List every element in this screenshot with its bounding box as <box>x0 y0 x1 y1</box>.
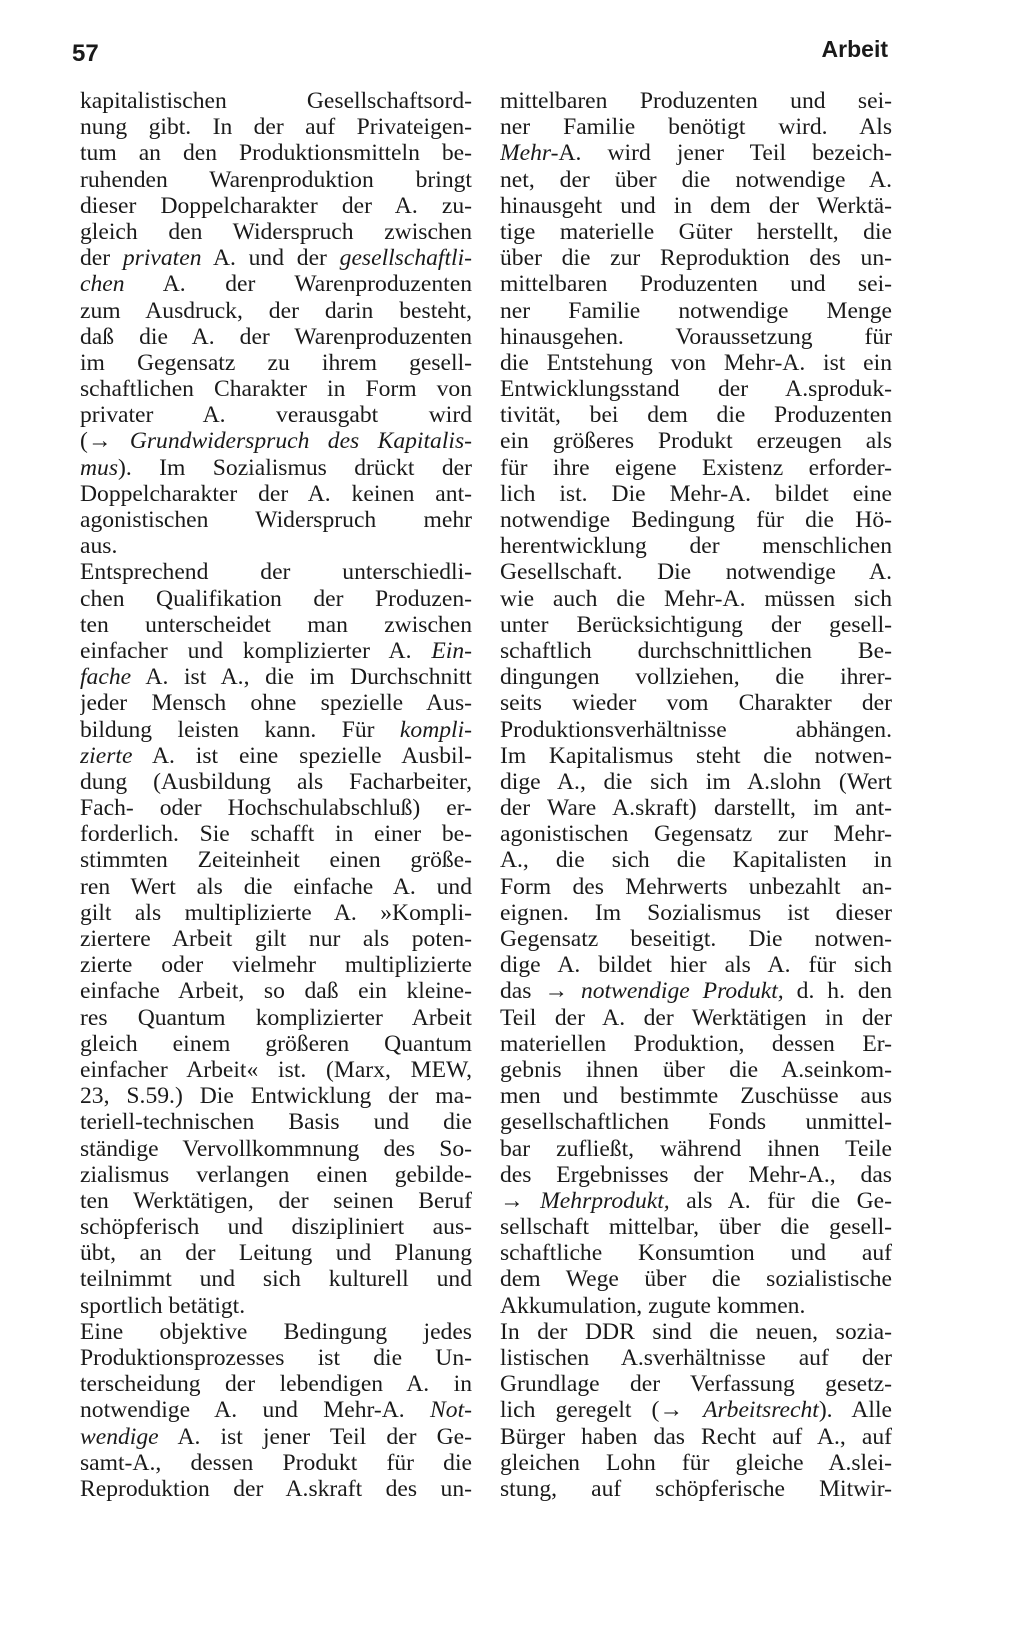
line-text: Entsprechend der unterschiedli- <box>80 559 472 586</box>
text-line <box>80 1031 472 1057</box>
text-line <box>80 88 472 114</box>
text-line <box>80 952 472 978</box>
line-text: d. h. den <box>783 978 892 1005</box>
text-line <box>500 271 892 297</box>
text-line <box>500 1162 892 1188</box>
text-line <box>80 114 472 140</box>
line-text: A. der Warenproduzenten <box>124 271 472 298</box>
text-line <box>500 1188 892 1214</box>
text-line <box>500 612 892 638</box>
line-text: Entwicklungsstand der A.sproduk- <box>500 376 892 403</box>
text-line <box>500 1424 892 1450</box>
line-text: → <box>500 1187 541 1214</box>
text-line <box>500 114 892 140</box>
text-line <box>500 1109 892 1135</box>
running-head: Arbeit <box>821 36 888 62</box>
italic-term: notwendige Produkt, <box>580 978 784 1005</box>
line-text: (→ <box>80 428 130 455</box>
text-line <box>80 193 472 219</box>
italic-term: Not- <box>430 1397 472 1424</box>
italic-term: Ein- <box>431 637 472 664</box>
line-text: bar zufließt, während ihnen Teile <box>500 1135 892 1162</box>
line-text: res Quantum komplizierter Arbeit <box>80 1004 472 1031</box>
line-text: A. ist eine spezielle Ausbil- <box>132 742 472 769</box>
text-line <box>80 1476 472 1502</box>
line-text: Eine objektive Bedingung jedes <box>80 1318 472 1345</box>
line-text: einfacher Arbeit« ist. (Marx, MEW, <box>80 1056 472 1083</box>
italic-term: mus <box>80 454 119 481</box>
line-text: Gegensatz beseitigt. Die notwen- <box>500 926 892 952</box>
text-line <box>80 1057 472 1083</box>
line-text: schöpferisch und diszipliniert aus- <box>80 1214 472 1241</box>
line-text: stimmten Zeiteinheit einen größe- <box>80 847 472 874</box>
line-text: lich geregelt (→ <box>500 1397 704 1424</box>
text-line <box>500 481 892 507</box>
line-text: Gesellschaft. Die notwendige A. <box>500 559 892 586</box>
italic-term: privaten <box>122 245 202 272</box>
line-text: forderlich. Sie schafft in einer be- <box>80 821 472 848</box>
italic-term: wendige <box>80 1423 159 1450</box>
line-text: der <box>80 245 123 272</box>
text-line <box>80 638 472 664</box>
line-text: tivität, bei dem die Produzenten <box>500 402 892 429</box>
line-text: eignen. Im Sozialismus ist dieser <box>500 899 892 926</box>
text-line <box>80 1240 472 1266</box>
line-text: ). Im Sozialismus drückt der <box>118 454 472 481</box>
line-text: agonistischen Widerspruch mehr <box>80 507 472 533</box>
line-text: ziertere Arbeit gilt nur als poten- <box>80 926 472 952</box>
text-line <box>500 1345 892 1371</box>
line-text: dung (Ausbildung als Facharbeiter, <box>80 768 472 795</box>
text-line <box>80 324 472 350</box>
text-line <box>500 1057 892 1083</box>
text-line <box>500 926 892 952</box>
line-text: agonistischen Gegensatz zur Mehr- <box>500 821 892 848</box>
text-line <box>500 1266 892 1292</box>
line-text: tige materielle Güter herstellt, die <box>500 218 892 245</box>
text-line <box>80 690 472 716</box>
line-text: tum an den Produktionsmitteln be- <box>80 140 472 167</box>
line-text: für ihre eigene Existenz erforder- <box>500 454 892 481</box>
line-text: ner Familie notwendige Menge <box>500 297 892 324</box>
text-line <box>80 219 472 245</box>
text-line <box>80 1162 472 1188</box>
text-line <box>500 769 892 795</box>
text-line <box>80 1424 472 1450</box>
line-text: Bürger haben das Recht auf A., auf <box>500 1423 892 1450</box>
line-text: kapitalistischen Gesellschaftsord- <box>80 88 472 114</box>
italic-term: Mehr- <box>500 140 559 167</box>
line-text: die Entstehung von Mehr-A. ist ein <box>500 349 892 376</box>
line-text: unter Berücksichtigung der gesell- <box>500 611 892 638</box>
text-line <box>500 743 892 769</box>
line-text: ein größeres Produkt erzeugen als <box>500 428 892 455</box>
text-line <box>500 847 892 873</box>
line-text: Reproduktion der A.skraft des un- <box>80 1475 472 1502</box>
text-line <box>80 795 472 821</box>
italic-term: chen <box>80 271 125 298</box>
text-line <box>80 428 472 454</box>
text-line <box>500 690 892 716</box>
text-line <box>80 1319 472 1345</box>
line-text: schaftlich durchschnittlichen Be- <box>500 637 892 664</box>
text-line <box>500 376 892 402</box>
text-line <box>500 533 892 559</box>
text-line <box>500 1136 892 1162</box>
text-line <box>500 1240 892 1266</box>
line-text: materiellen Produktion, dessen Er- <box>500 1030 892 1057</box>
line-text: chen Qualifikation der Produzen- <box>80 585 472 612</box>
text-line <box>80 1005 472 1031</box>
line-text: mittelbaren Produzenten und sei- <box>500 271 892 298</box>
text-line <box>500 586 892 612</box>
italic-term: kompli- <box>399 716 472 743</box>
text-line <box>80 1345 472 1371</box>
text-line <box>500 900 892 926</box>
line-text: ner Familie benötigt wird. Als <box>500 114 892 141</box>
text-line <box>500 1371 892 1397</box>
line-text: Akkumulation, zugute kommen. <box>500 1292 806 1319</box>
line-text: In der DDR sind die neuen, sozia- <box>500 1318 892 1345</box>
text-line <box>80 874 472 900</box>
text-line <box>500 978 892 1004</box>
text-line <box>500 1083 892 1109</box>
line-text: über die zur Reproduktion des un- <box>500 245 892 272</box>
text-line <box>500 1397 892 1423</box>
line-text: A. ist jener Teil der Ge- <box>158 1423 472 1450</box>
line-text: gleich den Widerspruch zwischen <box>80 218 472 245</box>
text-line <box>500 821 892 847</box>
line-text: mittelbaren Produzenten und sei- <box>500 88 892 114</box>
line-text: zum Ausdruck, der darin besteht, <box>80 297 472 324</box>
line-text: ten unterscheidet man zwischen <box>80 611 472 638</box>
text-line <box>80 1136 472 1162</box>
text-line <box>500 874 892 900</box>
line-text: teriell-technischen Basis und die <box>80 1109 472 1136</box>
line-text: ren Wert als die einfache A. und <box>80 873 472 900</box>
line-text: samt-A., dessen Produkt für die <box>80 1449 472 1476</box>
text-line <box>500 1450 892 1476</box>
text-line <box>500 1031 892 1057</box>
line-text: Form des Mehrwerts unbezahlt an- <box>500 873 892 900</box>
text-line <box>500 193 892 219</box>
line-text: im Gegensatz zu ihrem gesell- <box>80 349 472 376</box>
text-line <box>80 376 472 402</box>
text-line <box>500 455 892 481</box>
line-text: Doppelcharakter der A. keinen ant- <box>80 480 472 507</box>
line-text: der Ware A.skraft) darstellt, im ant- <box>500 795 892 822</box>
line-text: bildung leisten kann. Für <box>80 716 400 743</box>
line-text: Fach- oder Hochschulabschluß) er- <box>80 795 472 822</box>
text-line <box>80 1397 472 1423</box>
right-column <box>500 88 892 1608</box>
line-text: Im Kapitalismus steht die notwen- <box>500 742 892 769</box>
text-line <box>80 507 472 533</box>
text-line <box>80 926 472 952</box>
line-text: schaftliche Konsumtion und auf <box>500 1240 892 1267</box>
line-text: A. wird jener Teil bezeich- <box>558 140 892 167</box>
line-text: ständige Vervollkommnung des So- <box>80 1135 472 1162</box>
text-line <box>500 952 892 978</box>
line-text: gleichen Lohn für gleiche A.slei- <box>500 1449 892 1476</box>
text-line <box>80 533 472 559</box>
line-text: als A. für die Ge- <box>669 1187 892 1214</box>
text-line <box>500 795 892 821</box>
text-line <box>80 559 472 585</box>
text-line <box>80 245 472 271</box>
text-line <box>500 88 892 114</box>
line-text: A., die sich die Kapitalisten in <box>500 847 892 874</box>
text-line <box>80 821 472 847</box>
text-line <box>80 743 472 769</box>
line-text: daß die A. der Warenproduzenten <box>80 323 472 350</box>
line-text: aus. <box>80 533 118 560</box>
text-line <box>80 978 472 1004</box>
page-number: 57 <box>72 40 99 67</box>
line-text: gleich einem größeren Quantum <box>80 1030 472 1057</box>
line-text: jeder Mensch ohne spezielle Aus- <box>80 690 472 717</box>
text-line <box>80 402 472 428</box>
line-text: listischen A.sverhältnisse auf der <box>500 1345 892 1371</box>
line-text: nung gibt. In der auf Privateigen- <box>80 114 472 141</box>
text-line <box>80 1109 472 1135</box>
text-line <box>80 664 472 690</box>
text-line <box>80 612 472 638</box>
line-text: lich ist. Die Mehr-A. bildet eine <box>500 480 892 507</box>
line-text: notwendige Bedingung für die Hö- <box>500 507 892 533</box>
line-text: Produktionsprozesses ist die Un- <box>80 1345 472 1371</box>
text-line <box>500 1319 892 1345</box>
text-line <box>500 428 892 454</box>
italic-term: Grundwiderspruch des Kapitalis- <box>129 428 472 455</box>
text-line <box>500 245 892 271</box>
line-text: Grundlage der Verfassung gesetz- <box>500 1371 892 1398</box>
text-line <box>500 717 892 743</box>
line-text: wie auch die Mehr-A. müssen sich <box>500 585 892 612</box>
line-text: ten Werktätigen, der seinen Beruf <box>80 1187 472 1214</box>
line-text: schaftlichen Charakter in Form von <box>80 376 472 403</box>
line-text: net, der über die notwendige A. <box>500 166 892 193</box>
line-text: hinausgehen. Voraussetzung für <box>500 323 892 350</box>
line-text: sportlich betätigt. <box>80 1292 246 1319</box>
text-line <box>80 1188 472 1214</box>
line-text: einfache Arbeit, so daß ein kleine- <box>80 978 472 1005</box>
text-line <box>500 324 892 350</box>
line-text: das → <box>500 978 581 1005</box>
text-line <box>500 1005 892 1031</box>
line-text: A. und der <box>201 245 340 272</box>
text-line <box>80 1371 472 1397</box>
text-line <box>80 481 472 507</box>
line-text: dieser Doppelcharakter der A. zu- <box>80 192 472 219</box>
text-line <box>500 140 892 166</box>
text-line <box>80 900 472 926</box>
line-text: einfacher und komplizierter A. <box>80 637 432 664</box>
line-text: des Ergebnisses der Mehr-A., das <box>500 1161 892 1188</box>
italic-term: Mehrprodukt, <box>540 1187 670 1214</box>
line-text: dige A., die sich im A.slohn (Wert <box>500 768 892 795</box>
italic-term: Arbeitsrecht <box>703 1397 819 1424</box>
line-text: gesellschaftlichen Fonds unmittel- <box>500 1109 892 1136</box>
italic-term: gesellschaftli- <box>339 245 472 272</box>
italic-term: zierte <box>80 742 133 769</box>
text-line <box>500 1476 892 1502</box>
text-line <box>80 586 472 612</box>
text-line <box>500 402 892 428</box>
line-text: seits wieder vom Charakter der <box>500 690 892 717</box>
line-text: dige A. bildet hier als A. für sich <box>500 952 892 979</box>
italic-term: fache <box>80 664 132 691</box>
text-line <box>500 507 892 533</box>
line-text: 23, S.59.) Die Entwicklung der ma- <box>80 1083 472 1110</box>
text-line <box>80 298 472 324</box>
text-line <box>500 638 892 664</box>
text-line <box>500 350 892 376</box>
text-line <box>80 847 472 873</box>
text-line <box>80 1083 472 1109</box>
line-text: gebnis ihnen über die A.seinkom- <box>500 1056 892 1083</box>
left-column <box>80 88 472 1608</box>
text-line <box>80 167 472 193</box>
text-line <box>80 769 472 795</box>
text-line <box>80 140 472 166</box>
line-text: Teil der A. der Werktätigen in der <box>500 1004 892 1031</box>
line-text: zierte oder vielmehr multiplizierte <box>80 952 472 979</box>
text-line <box>500 664 892 690</box>
line-text: dem Wege über die sozialistische <box>500 1266 892 1293</box>
text-line <box>500 1293 892 1319</box>
line-text: terscheidung der lebendigen A. in <box>80 1371 472 1398</box>
line-text: hinausgeht und in dem der Werktä- <box>500 192 892 219</box>
text-line <box>80 1214 472 1240</box>
text-line <box>80 717 472 743</box>
line-text: stung, auf schöpferische Mitwir- <box>500 1475 892 1502</box>
line-text: ruhenden Warenproduktion bringt <box>80 166 472 193</box>
text-line <box>80 1450 472 1476</box>
line-text: sellschaft mittelbar, über die gesell- <box>500 1214 892 1241</box>
text-line <box>500 219 892 245</box>
text-line <box>80 1266 472 1292</box>
line-text: Produktionsverhältnisse abhängen. <box>500 716 892 743</box>
text-line <box>500 1214 892 1240</box>
line-text: men und bestimmte Zuschüsse aus <box>500 1083 892 1110</box>
line-text: ). Alle <box>818 1397 892 1424</box>
line-text: teilnimmt und sich kulturell und <box>80 1266 472 1293</box>
text-line <box>500 559 892 585</box>
text-line <box>80 455 472 481</box>
text-line <box>80 1293 472 1319</box>
line-text: übt, an der Leitung und Planung <box>80 1240 472 1267</box>
line-text: gilt als multiplizierte A. »Kompli- <box>80 899 472 926</box>
text-line <box>80 271 472 297</box>
text-line <box>500 167 892 193</box>
text-line <box>500 298 892 324</box>
line-text: notwendige A. und Mehr-A. <box>80 1397 431 1424</box>
text-line <box>80 350 472 376</box>
line-text: A. ist A., die im Durchschnitt <box>131 664 472 691</box>
line-text: privater A. verausgabt wird <box>80 402 472 429</box>
line-text: dingungen vollziehen, die ihrer- <box>500 664 892 691</box>
line-text: herentwicklung der menschlichen <box>500 533 892 560</box>
line-text: zialismus verlangen einen gebilde- <box>80 1161 472 1188</box>
